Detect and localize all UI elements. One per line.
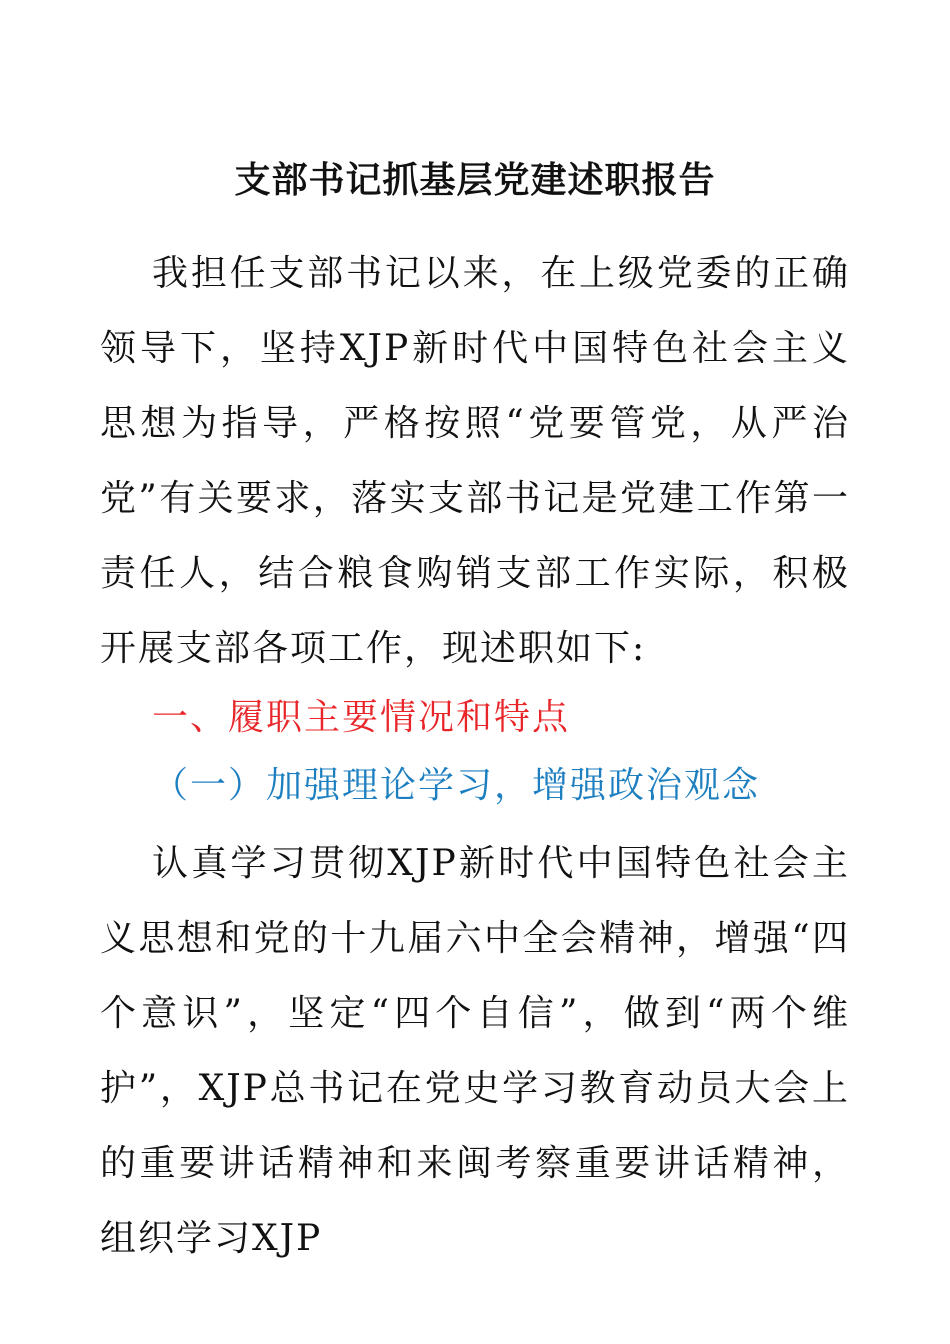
document-title: 支部书记抓基层党建述职报告 [234,159,716,201]
body-paragraph: 认真学习贯彻XJP新时代中国特色社会主义思想和党的十九届六中全会精神，增强“四个意识”，坚定“四个自信”，做到“两个维护”，XJP总书记在党史学习教育动员大会上的重要讲话精神和来闽考察重要讲话精神，组织学习XJP [100,843,850,1259]
subsection-heading: （一）加强理论学习，增强政治观念 [152,765,761,806]
section-heading: 一、履职主要情况和特点 [152,697,571,738]
intro-paragraph: 我担任支部书记以来，在上级党委的正确领导下，坚持XJP新时代中国特色社会主义思想为指导，严格按照“党要管党，从严治党”有关要求，落实支部书记是党建工作第一责任人，结合粮食购销支部工作实际，积极开展支部各项工作，现述职如下: [100,253,850,669]
